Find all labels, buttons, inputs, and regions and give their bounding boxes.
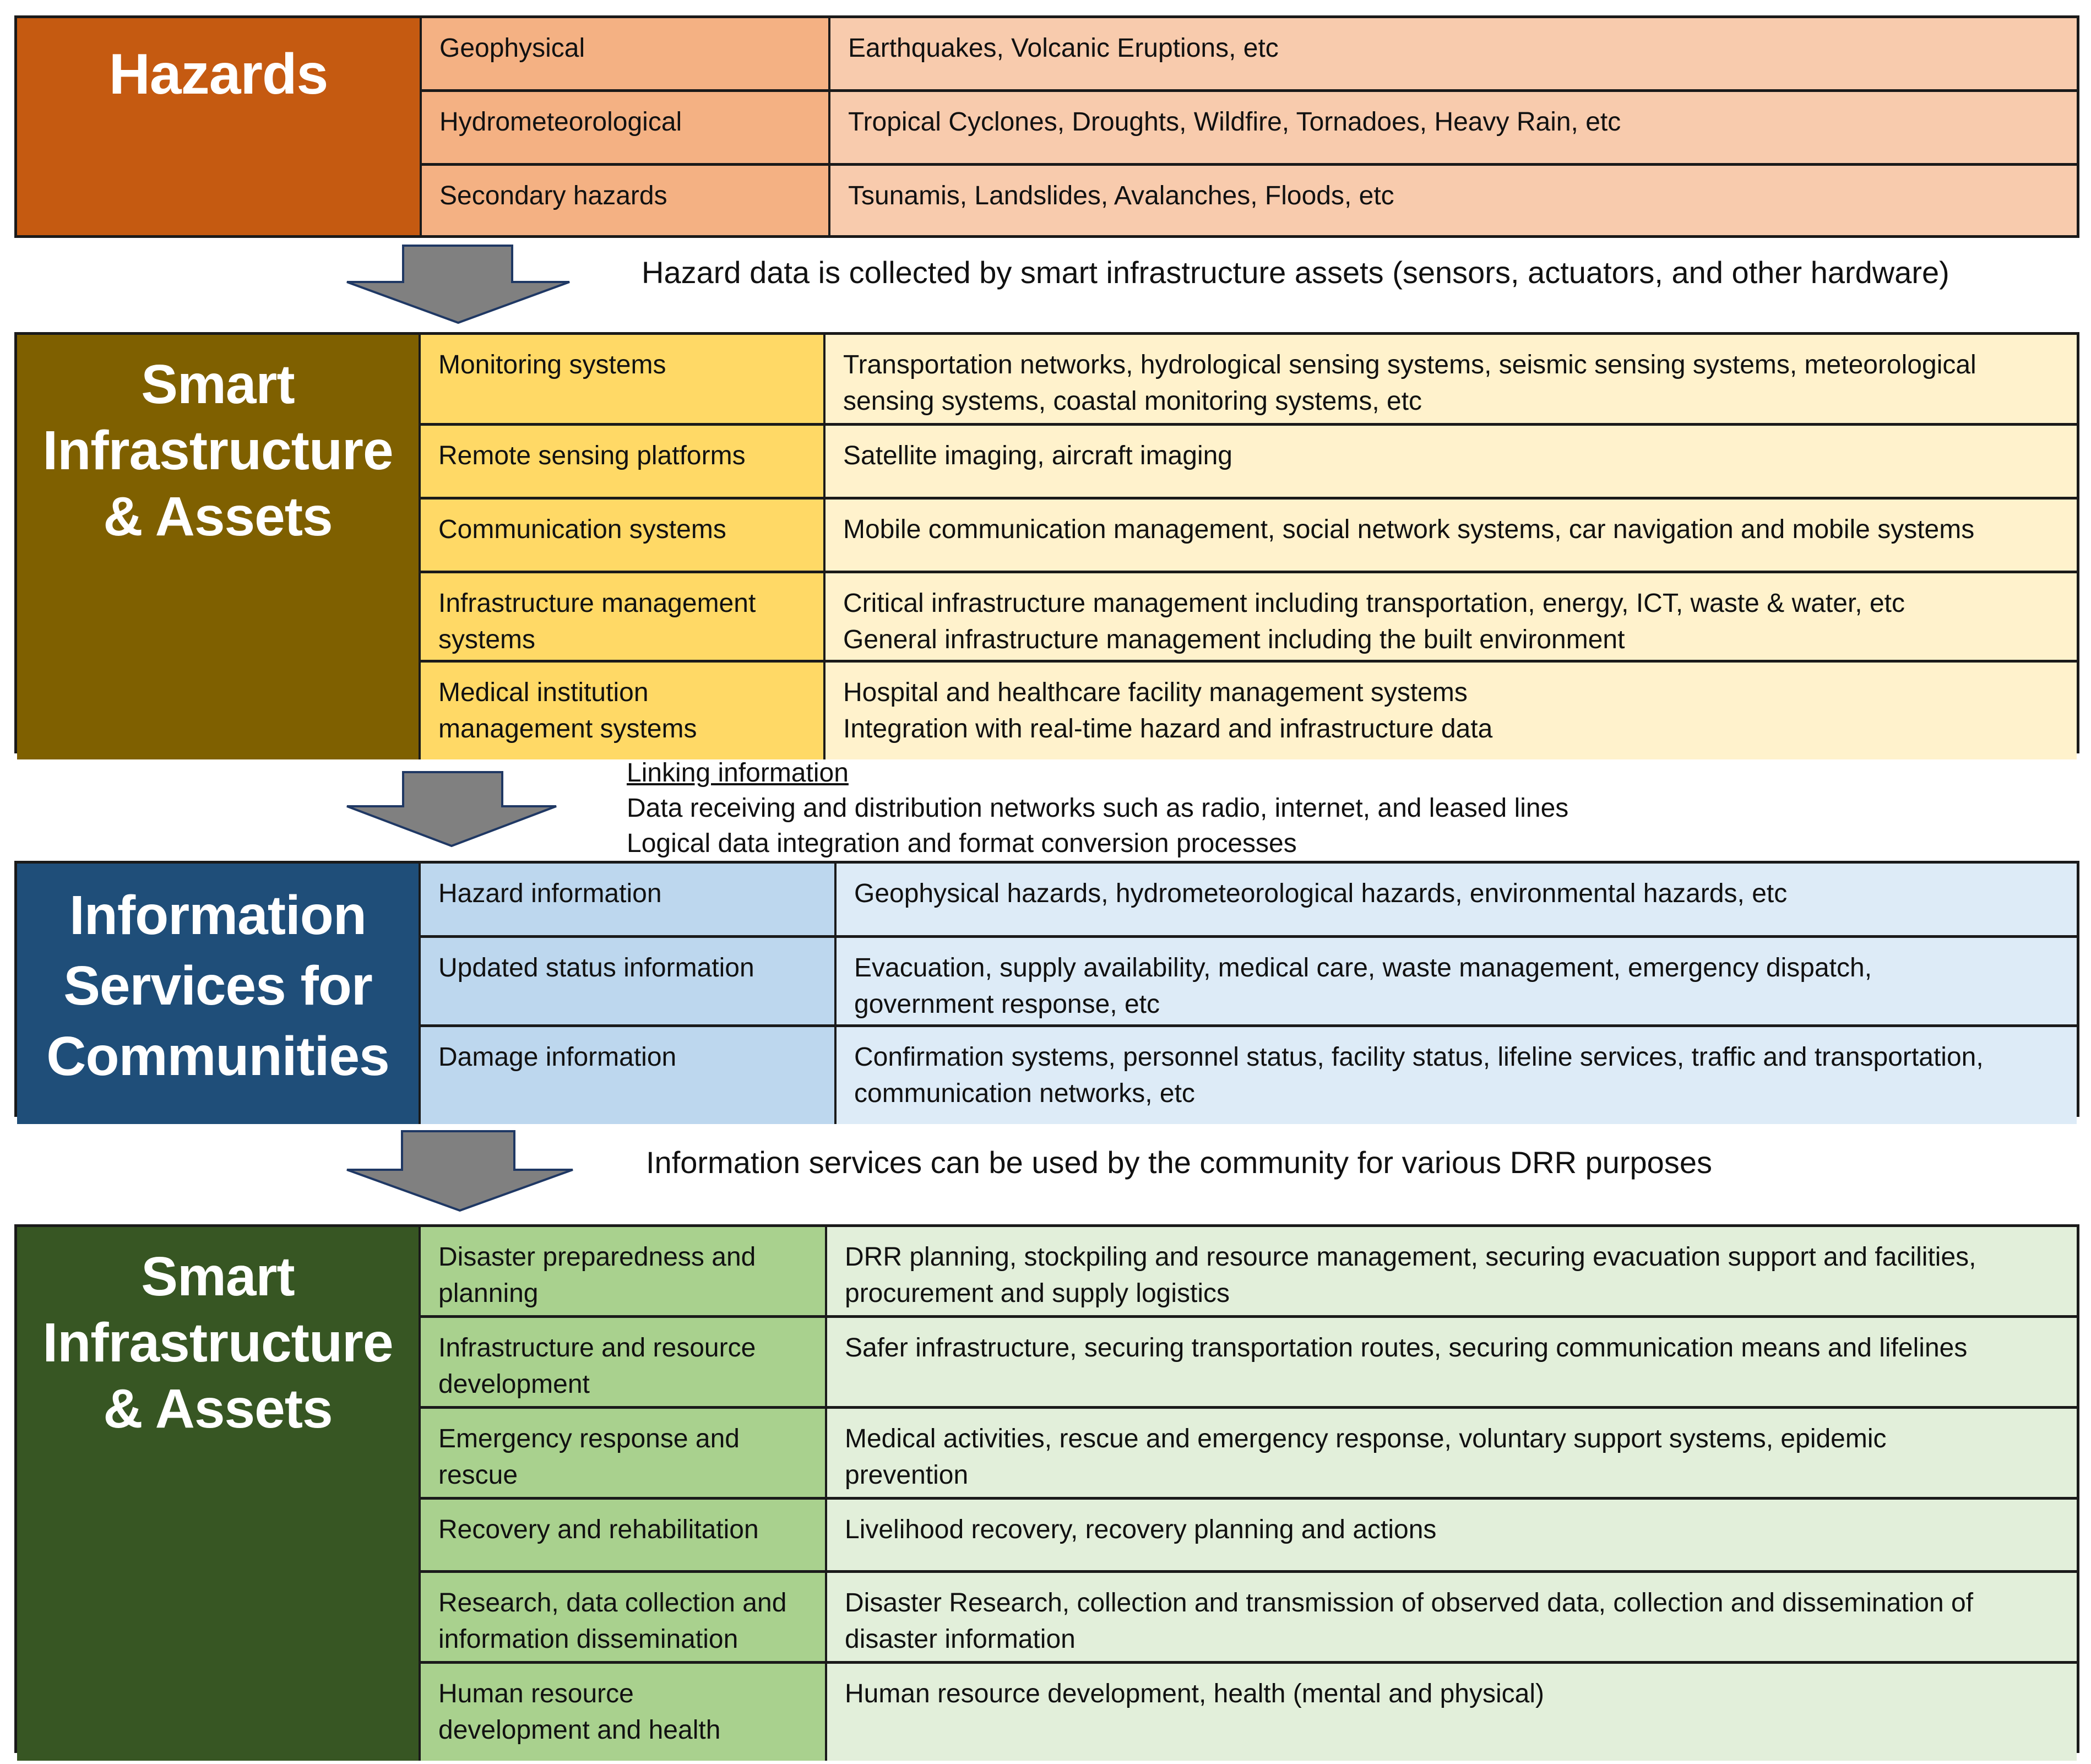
description-text: Evacuation, supply availability, medical care, waste management, emergency dispatch,: [854, 953, 1872, 983]
hazard-category-geophysical: [422, 18, 830, 92]
category-text: Communication systems: [438, 515, 726, 544]
drr-category-preparedness: [421, 1227, 827, 1318]
drr-category-infrastructure-development: [421, 1318, 827, 1409]
description-text: DRR planning, stockpiling and resource management, securing evacuation support and facilities,: [845, 1242, 1976, 1272]
description-text: Tsunamis, Landslides, Avalanches, Floods, etc: [848, 181, 1394, 210]
description-text: communication networks, etc: [854, 1079, 1195, 1108]
description-text: disaster information: [845, 1625, 1076, 1654]
hazard-description-hydrometeorological: [830, 92, 2077, 166]
category-text: Secondary hazards: [439, 181, 667, 210]
hazards-title: [17, 18, 422, 235]
smart-infrastructure-section: [14, 332, 2079, 753]
infra-category-medical: [421, 663, 825, 759]
description-text: Mobile communication management, social network systems, car navigation and mobile systems: [843, 515, 1975, 544]
description-text: Human resource development, health (mental and physical): [845, 1679, 1545, 1708]
category-text: Hydrometeorological: [439, 107, 682, 137]
title-line: Infrastructure: [42, 1312, 393, 1374]
category-text: Research, data collection and: [438, 1588, 787, 1618]
linking-information-heading: Linking information: [627, 758, 849, 788]
drr-description-emergency-response: [827, 1409, 2077, 1500]
description-text: Hospital and healthcare facility management systems: [843, 678, 1468, 707]
info-description-updated-status: [837, 938, 2077, 1027]
drr-uses-section: [14, 1224, 2079, 1753]
drr-purposes-caption: Information services can be used by the community for various DRR purposes: [646, 1145, 1712, 1180]
category-text: rescue: [438, 1461, 518, 1490]
category-text: Recovery and rehabilitation: [438, 1515, 759, 1544]
description-text: Confirmation systems, personnel status, facility status, lifeline services, traffic and transportation,: [854, 1043, 1984, 1072]
category-text: Medical institution: [438, 678, 649, 707]
information-services-section: [14, 861, 2079, 1117]
infra-description-remote-sensing: [825, 426, 2077, 500]
category-text: Disaster preparedness and: [438, 1242, 756, 1272]
infra-category-monitoring: [421, 335, 825, 426]
linking-information-line: Data receiving and distribution networks such as radio, internet, and leased lines: [627, 794, 1569, 823]
hazard-category-hydrometeorological: [422, 92, 830, 166]
smart-infrastructure-title: [17, 335, 421, 759]
hazard-data-caption: Hazard data is collected by smart infrastructure assets (sensors, actuators, and other hardware): [642, 255, 1949, 290]
hazard-category-secondary: [422, 166, 830, 235]
description-text: Geophysical hazards, hydrometeorological hazards, environmental hazards, etc: [854, 879, 1788, 908]
description-text: Medical activities, rescue and emergency response, voluntary support systems, epidemic: [845, 1424, 1887, 1453]
title-line: Smart: [141, 354, 295, 415]
info-description-hazard: [837, 864, 2077, 938]
title-line: & Assets: [103, 1378, 333, 1440]
drr-category-research: [421, 1573, 827, 1664]
description-text: prevention: [845, 1461, 969, 1490]
description-text: Satellite imaging, aircraft imaging: [843, 441, 1232, 470]
description-text: Earthquakes, Volcanic Eruptions, etc: [848, 34, 1279, 63]
description-text: Tropical Cyclones, Droughts, Wildfire, Tornadoes, Heavy Rain, etc: [848, 107, 1621, 137]
drr-category-emergency-response: [421, 1409, 827, 1500]
category-text: management systems: [438, 714, 697, 743]
infra-description-medical: [825, 663, 2077, 759]
hazard-description-secondary: [830, 166, 2077, 235]
infra-category-remote-sensing: [421, 426, 825, 500]
description-text: procurement and supply logistics: [845, 1279, 1230, 1308]
info-category-damage: [421, 1027, 837, 1124]
category-text: information dissemination: [438, 1625, 738, 1654]
hazard-description-geophysical: [830, 18, 2077, 92]
category-text: Emergency response and: [438, 1424, 740, 1453]
infra-category-infrastructure-management: [421, 573, 825, 663]
linking-information-block: [627, 756, 1568, 861]
description-text: government response, etc: [854, 990, 1160, 1019]
category-text: systems: [438, 625, 536, 654]
infra-description-infrastructure-management: [825, 573, 2077, 663]
title-line: Infrastructure: [42, 420, 393, 481]
title-line: Hazards: [108, 42, 328, 106]
description-text: Livelihood recovery, recovery planning and actions: [845, 1515, 1437, 1544]
drr-description-human-resource: [827, 1664, 2077, 1761]
linking-information-line: Logical data integration and format conversion processes: [627, 829, 1297, 858]
description-text: General infrastructure management including the built environment: [843, 625, 1625, 654]
title-line: Communities: [46, 1025, 389, 1087]
category-text: Hazard information: [438, 879, 662, 908]
category-text: Infrastructure management: [438, 589, 756, 618]
infra-description-communication: [825, 500, 2077, 573]
drr-category-recovery: [421, 1500, 827, 1573]
info-description-damage: [837, 1027, 2077, 1124]
category-text: development and health: [438, 1716, 721, 1745]
description-text: Disaster Research, collection and transmission of observed data, collection and dissemination of: [845, 1588, 1974, 1618]
information-services-title: [17, 864, 421, 1124]
description-text: Safer infrastructure, securing transportation routes, securing communication means and lifelines: [845, 1333, 1968, 1363]
title-line: Information: [69, 884, 366, 946]
hazards-section: [14, 15, 2079, 238]
category-text: Geophysical: [439, 34, 585, 63]
category-text: Updated status information: [438, 953, 754, 983]
drr-description-research: [827, 1573, 2077, 1664]
drr-category-human-resource: [421, 1664, 827, 1761]
down-arrow-icon: [343, 770, 560, 848]
category-text: planning: [438, 1279, 539, 1308]
drr-uses-title: [17, 1227, 421, 1761]
title-line: & Assets: [103, 486, 333, 547]
down-arrow-icon: [343, 1129, 577, 1213]
drr-description-preparedness: [827, 1227, 2077, 1318]
info-category-updated-status: [421, 938, 837, 1027]
infra-description-monitoring: [825, 335, 2077, 426]
drr-description-infrastructure-development: [827, 1318, 2077, 1409]
description-text: Transportation networks, hydrological sensing systems, seismic sensing systems, meteorological: [843, 350, 1976, 379]
title-line: Smart: [141, 1246, 295, 1307]
category-text: development: [438, 1370, 590, 1399]
category-text: Damage information: [438, 1043, 677, 1072]
drr-description-recovery: [827, 1500, 2077, 1573]
category-text: Infrastructure and resource: [438, 1333, 756, 1363]
category-text: Monitoring systems: [438, 350, 666, 379]
description-text: Critical infrastructure management including transportation, energy, ICT, waste & water, etc: [843, 589, 1905, 618]
down-arrow-icon: [343, 243, 574, 325]
title-line: Services for: [63, 955, 372, 1017]
category-text: Remote sensing platforms: [438, 441, 746, 470]
description-text: Integration with real-time hazard and infrastructure data: [843, 714, 1493, 743]
info-category-hazard: [421, 864, 837, 938]
description-text: sensing systems, coastal monitoring systems, etc: [843, 387, 1422, 416]
category-text: Human resource: [438, 1679, 634, 1708]
infra-category-communication: [421, 500, 825, 573]
